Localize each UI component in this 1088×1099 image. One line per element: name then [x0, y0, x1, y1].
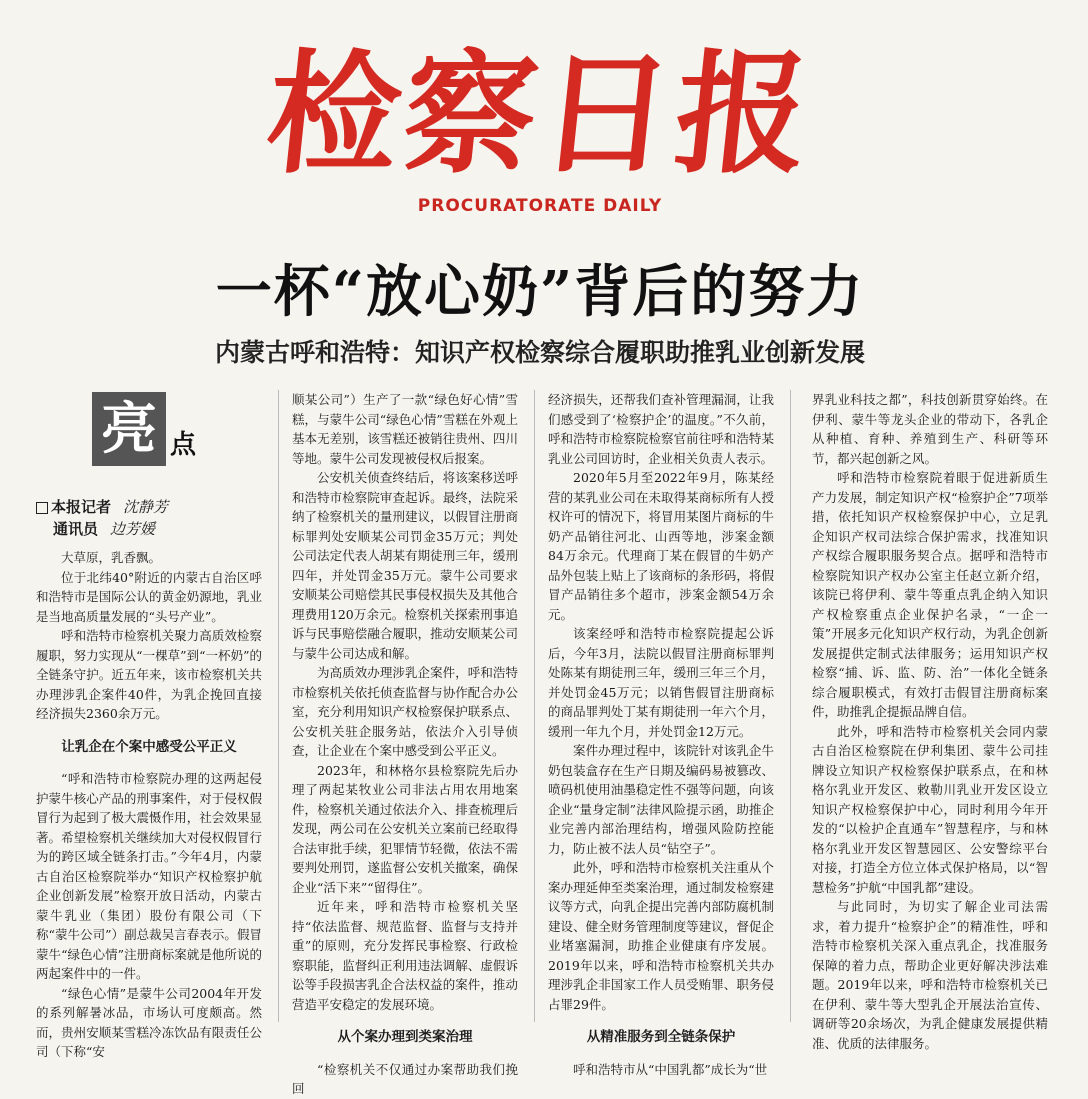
- paragraph: 公安机关侦查终结后，将该案移送呼和浩特市检察院审查起诉。最终，法院采纳了检察机关的量刑建议，以假冒注册商标罪判处安顺某公司罚金35万元；判处公司法定代表人胡某有期徒刑三年，缓刑四年，并处罚金35万元。蒙牛公司要求安顺某公司赔偿其民事侵权损失及其他合理费用120万余元。检察机关探索刑事追诉与民事赔偿融合履职，推动安顺某公司与蒙牛公司达成和解。: [292, 470, 518, 661]
- paragraph: 案件办理过程中，该院针对该乳企牛奶包装盒存在生产日期及编码易被篡改、喷码机使用油墨稳定性不强等问题，向该企业“量身定制”法律风险提示函，助推企业完善内部治理结构，增强风险防控能力，防止被不法人员“钻空子”。: [548, 743, 774, 856]
- byline-reporter: [36, 496, 264, 518]
- column-divider: [278, 390, 279, 1022]
- paragraph: 顺某公司”）生产了一款“绿色好心情”雪糕，与蒙牛公司“绿色心情”雪糕在外观上基本无差别，该雪糕还被销往贵州、四川等地。蒙牛公司发现被侵权后报案。: [292, 392, 518, 466]
- correspondent-name: 边芳媛: [110, 520, 156, 538]
- paragraph: “检察机关不仅通过办案帮助我们挽回: [292, 1061, 518, 1096]
- paragraph: 界乳业科技之都”，科技创新贯穿始终。在伊利、蒙牛等龙头企业的带动下，各乳企从种植、育种、养殖到生产、科研等环节，都兴起创新之风。: [812, 392, 1048, 466]
- highlight-badge-small: 点: [170, 430, 197, 460]
- paragraph: 近年来，呼和浩特市检察机关坚持“依法监督、规范监督、监督与支持并重”的原则，充分发挥民事检察、行政检察职能，监督纠正利用违法调解、虚假诉讼等手段损害乳企合法权益的案件，推动营造平安稳定的发展环境。: [292, 899, 518, 1012]
- reporter-name: 沈静芳: [123, 498, 169, 516]
- paragraph: 呼和浩特市检察院着眼于促进新质生产力发展，制定知识产权“检察护企”7项举措，依托知识产权检察保护中心，立足乳企知识产权司法综合保护需求，找准知识产权综合履职服务契合点。据呼和浩特市检察院知识产权办公室主任赵立新介绍，该院已将伊利、蒙牛等重点乳企纳入知识产权检察重点企业保护名录，“一企一策”开展多元化知识产权行动，为乳企创新发展提供定制式法律服务；运用知识产权检察“捕、诉、监、防、治”一体化全链条综合履职模式，有效打击假冒注册商标案件，助推乳企提振品牌自信。: [812, 470, 1048, 719]
- paragraph: 2020年5月至2022年9月，陈某经营的某乳业公司在未取得某商标所有人授权许可的情况下，将冒用某图片商标的牛奶产品销往河北、山西等地，涉案金额84万余元。代理商丁某在假冒的牛奶产品外包装上贴上了该商标的条形码，将假冒产品销往多个超市，涉案金额54万余元。: [548, 470, 774, 622]
- paragraph: 呼和浩特市从“中国乳都”成长为“世: [573, 1061, 768, 1077]
- article-column-4: [812, 390, 1048, 1051]
- paragraph: 呼和浩特市检察机关聚力高质效检察履职，努力实现从“一棵草”到“一杯奶”的全链条守护。近五年来，该市检察机关共办理涉乳企案件40件，为乳企挽回直接经济损失2360余万元。: [36, 628, 262, 721]
- column-divider: [790, 390, 791, 1022]
- masthead-subtitle: PROCURATORATE DAILY: [417, 196, 663, 216]
- paragraph: 此外，呼和浩特市检察机关会同内蒙古自治区检察院在伊利集团、蒙牛公司挂牌设立知识产权检察保护联系点，在和林格尔乳业开发区、敕勒川乳业开发区设立知识产权检察保护中心，同时利用今年开发的“以检护企直通车”智慧程序，与和林格尔乳业开发区智慧园区、公安警综平台对接，打造全方位立体式保护格局，以“智慧检务”护航“中国乳都”建设。: [812, 723, 1048, 895]
- byline-correspondent: [36, 518, 264, 540]
- masthead: [0, 0, 1080, 230]
- paragraph: 该案经呼和浩特市检察院提起公诉后，今年3月，法院以假冒注册商标罪判处陈某有期徒刑三年，缓刑三年三个月，并处罚金45万元；以销售假冒注册商标的商品罪判处丁某有期徒刑一年六个月，缓刑一年九个月，并处罚金12万元。: [548, 626, 774, 739]
- article-column-3: [548, 390, 774, 1077]
- reporter-role: 本报记者: [51, 498, 112, 516]
- paragraph: 经济损失，还帮我们查补管理漏洞，让我们感受到了‘检察护企’的温度。”不久前，呼和浩特市检察院检察官前往呼和浩特某乳业公司回访时，企业相关负责人表示。: [548, 392, 774, 466]
- subheadline: 内蒙古呼和浩特：知识产权检察综合履职助推乳业创新发展: [214, 338, 865, 367]
- paragraph: 为高质效办理涉乳企案件，呼和浩特市检察机关依托侦查监督与协作配合办公室，充分利用知识产权检察保护联系点、公安机关驻企服务站，依法介入引导侦查，让企业在个案中感受到公平正义。: [292, 665, 518, 758]
- paragraph: “绿色心情”是蒙牛公司2004年开发的系列解暑冰品，市场认可度颇高。然而，贵州安顺某雪糕冷冻饮品有限责任公司（下称“安: [36, 985, 262, 1059]
- paragraph: 此外，呼和浩特市检察机关注重从个案办理延伸至类案治理，通过制发检察建议等方式，向乳企提出完善内部防腐机制建设、健全财务管理制度等建议，督促企业堵塞漏洞，助推企业健康有序发展。2019年以来，呼和浩特市检察机关共办理涉乳企非国家工作人员受贿罪、职务侵占罪29件。: [548, 860, 774, 1012]
- paragraph: 位于北纬40°附近的内蒙古自治区呼和浩特市是国际公认的黄金奶源地，乳业是当地高质量发展的“头号产业”。: [36, 569, 262, 624]
- box-icon: [36, 502, 48, 514]
- highlight-badge: 亮: [92, 392, 166, 466]
- paragraph: 大草原，乳香飘。: [61, 550, 162, 565]
- byline: [36, 496, 264, 540]
- section-heading: 从个案办理到类案治理: [337, 1029, 473, 1045]
- article-column-1: [36, 548, 262, 1059]
- section-heading: 让乳企在个案中感受公平正义: [61, 738, 237, 755]
- article-column-2: [292, 390, 518, 1096]
- column-divider: [534, 390, 535, 1022]
- paragraph: 与此同时，为切实了解企业司法需求，着力提升“检察护企”的精准性，呼和浩特市检察机关深入重点乳企，找准服务保障的着力点，帮助企业更好解决涉法难题。2019年以来，呼和浩特市检察机关已在伊利、蒙牛等大型乳企开展法治宣传、调研等20余场次，为乳企健康发展提供精准、优质的法律服务。: [812, 899, 1048, 1051]
- masthead-title: 检察日报: [259, 37, 821, 192]
- paragraph: 2023年，和林格尔县检察院先后办理了两起某牧业公司非法占用农用地案件，检察机关通过依法介入、排查梳理后发现，两公司在公安机关立案前已经取得合法审批手续，犯罪情节轻微，依法不需要判处刑罚，遂监督公安机关撤案，确保企业“活下来”“留得住”。: [292, 762, 518, 895]
- paragraph: “呼和浩特市检察院办理的这两起侵护蒙牛核心产品的刑事案件，对于侵权假冒行为起到了极大震慑作用，社会效果显著。希望检察机关继续加大对侵权假冒行为的跨区域全链条打击。”今年4月，内蒙古自治区检察院举办“知识产权检察护航企业创新发展”检察开放日活动，内蒙古蒙牛乳业（集团）股份有限公司（下称“蒙牛公司”）副总裁吴言春表示。假冒蒙牛“绿色心情”注册商标案就是他所说的两起案件中的一件。: [36, 771, 262, 981]
- correspondent-role: 通讯员: [53, 520, 99, 538]
- headline: 一杯“放心奶”背后的努力: [215, 259, 865, 325]
- section-heading: 从精准服务到全链条保护: [586, 1029, 736, 1045]
